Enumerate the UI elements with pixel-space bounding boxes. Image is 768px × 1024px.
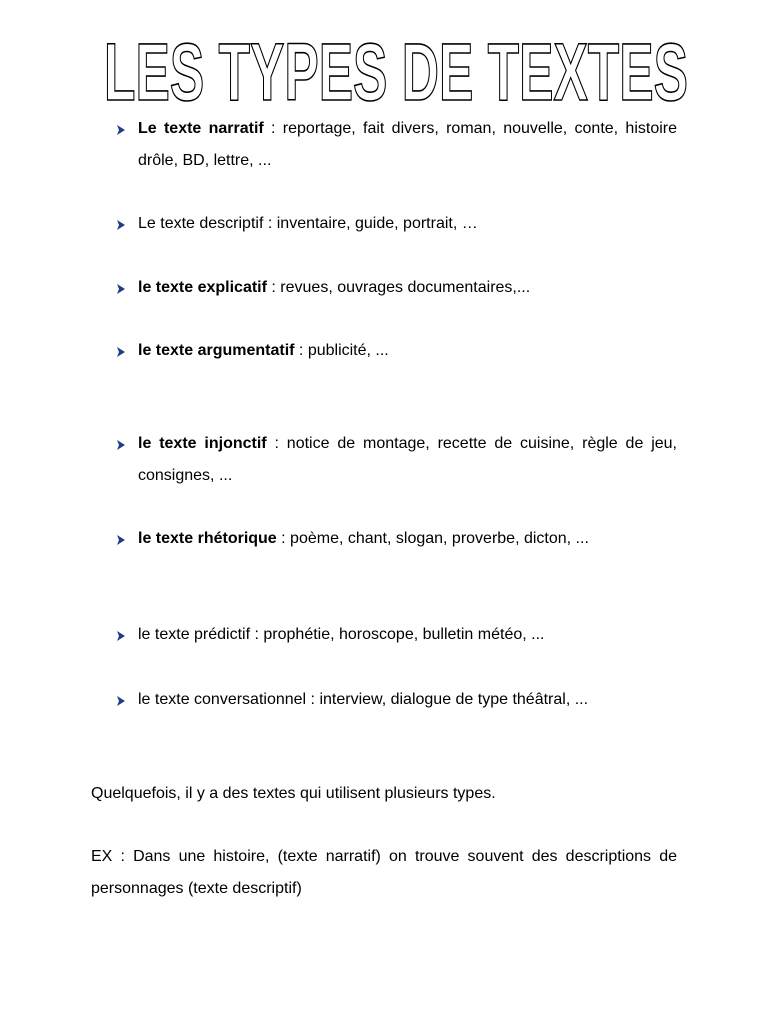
arrowhead-bullet-icon: [116, 272, 130, 304]
arrowhead-bullet-icon: [116, 428, 130, 460]
arrowhead-bullet-icon: [116, 208, 130, 240]
list-item-text: [138, 208, 677, 240]
text-type-examples: : notice de montage, recette de cuisine, règle de jeu, consignes, ...: [138, 435, 677, 484]
text-type-term: le texte rhétorique: [138, 530, 277, 547]
list-item-descriptif: [116, 208, 677, 240]
arrowhead-bullet-icon: [116, 684, 130, 716]
arrowhead-bullet-icon: [116, 335, 130, 367]
list-item-rhetorique: [116, 523, 677, 555]
list-item-text: [138, 428, 677, 492]
list-item-text: [138, 113, 677, 177]
text-type-examples: : poème, chant, slogan, proverbe, dicton, ...: [276, 530, 589, 547]
text-type-term: Le texte descriptif: [138, 215, 264, 232]
text-type-term: le texte injonctif: [138, 435, 267, 452]
text-type-term: Le texte narratif: [138, 120, 264, 137]
outlined-title: [0, 26, 768, 106]
list-item-injonctif: [116, 428, 677, 492]
document-title: [0, 26, 768, 106]
list-item-text: [138, 272, 677, 304]
text-type-examples: : interview, dialogue de type théâtral, ...: [306, 691, 589, 708]
arrowhead-bullet-icon: [116, 523, 130, 555]
paragraph-quelquefois: Quelquefois, il y a des textes qui utilisent plusieurs types.: [91, 785, 496, 802]
list-item-predictif: [116, 619, 677, 651]
list-item-conversationnel: [116, 684, 677, 716]
paragraph-example: EX : Dans une histoire, (texte narratif) on trouve souvent des descriptions de personnages (texte descriptif): [91, 848, 677, 897]
title-text: LES TYPES DE TEXTES: [104, 27, 688, 106]
text-type-examples: : publicité, ...: [294, 342, 389, 359]
list-item-text: [138, 684, 677, 716]
list-item-argumentatif: [116, 335, 677, 367]
text-type-examples: : revues, ouvrages documentaires,...: [266, 279, 531, 296]
list-item-text: [138, 619, 677, 651]
text-type-term: le texte conversationnel: [138, 691, 307, 708]
arrowhead-bullet-icon: [116, 113, 130, 145]
text-type-term: le texte argumentatif: [138, 342, 295, 359]
arrowhead-bullet-icon: [116, 619, 130, 651]
list-item-narratif: [116, 113, 677, 177]
text-type-term: le texte explicatif: [138, 279, 267, 296]
text-type-examples: : reportage, fait divers, roman, nouvelle, conte, histoire drôle, BD, lettre, ...: [138, 120, 677, 169]
list-item-explicatif: [116, 272, 677, 304]
list-item-text: [138, 523, 677, 555]
list-item-text: [138, 335, 677, 367]
text-type-term: le texte prédictif: [138, 626, 251, 643]
text-type-examples: : prophétie, horoscope, bulletin météo, ...: [250, 626, 545, 643]
text-type-examples: : inventaire, guide, portrait, …: [263, 215, 478, 232]
